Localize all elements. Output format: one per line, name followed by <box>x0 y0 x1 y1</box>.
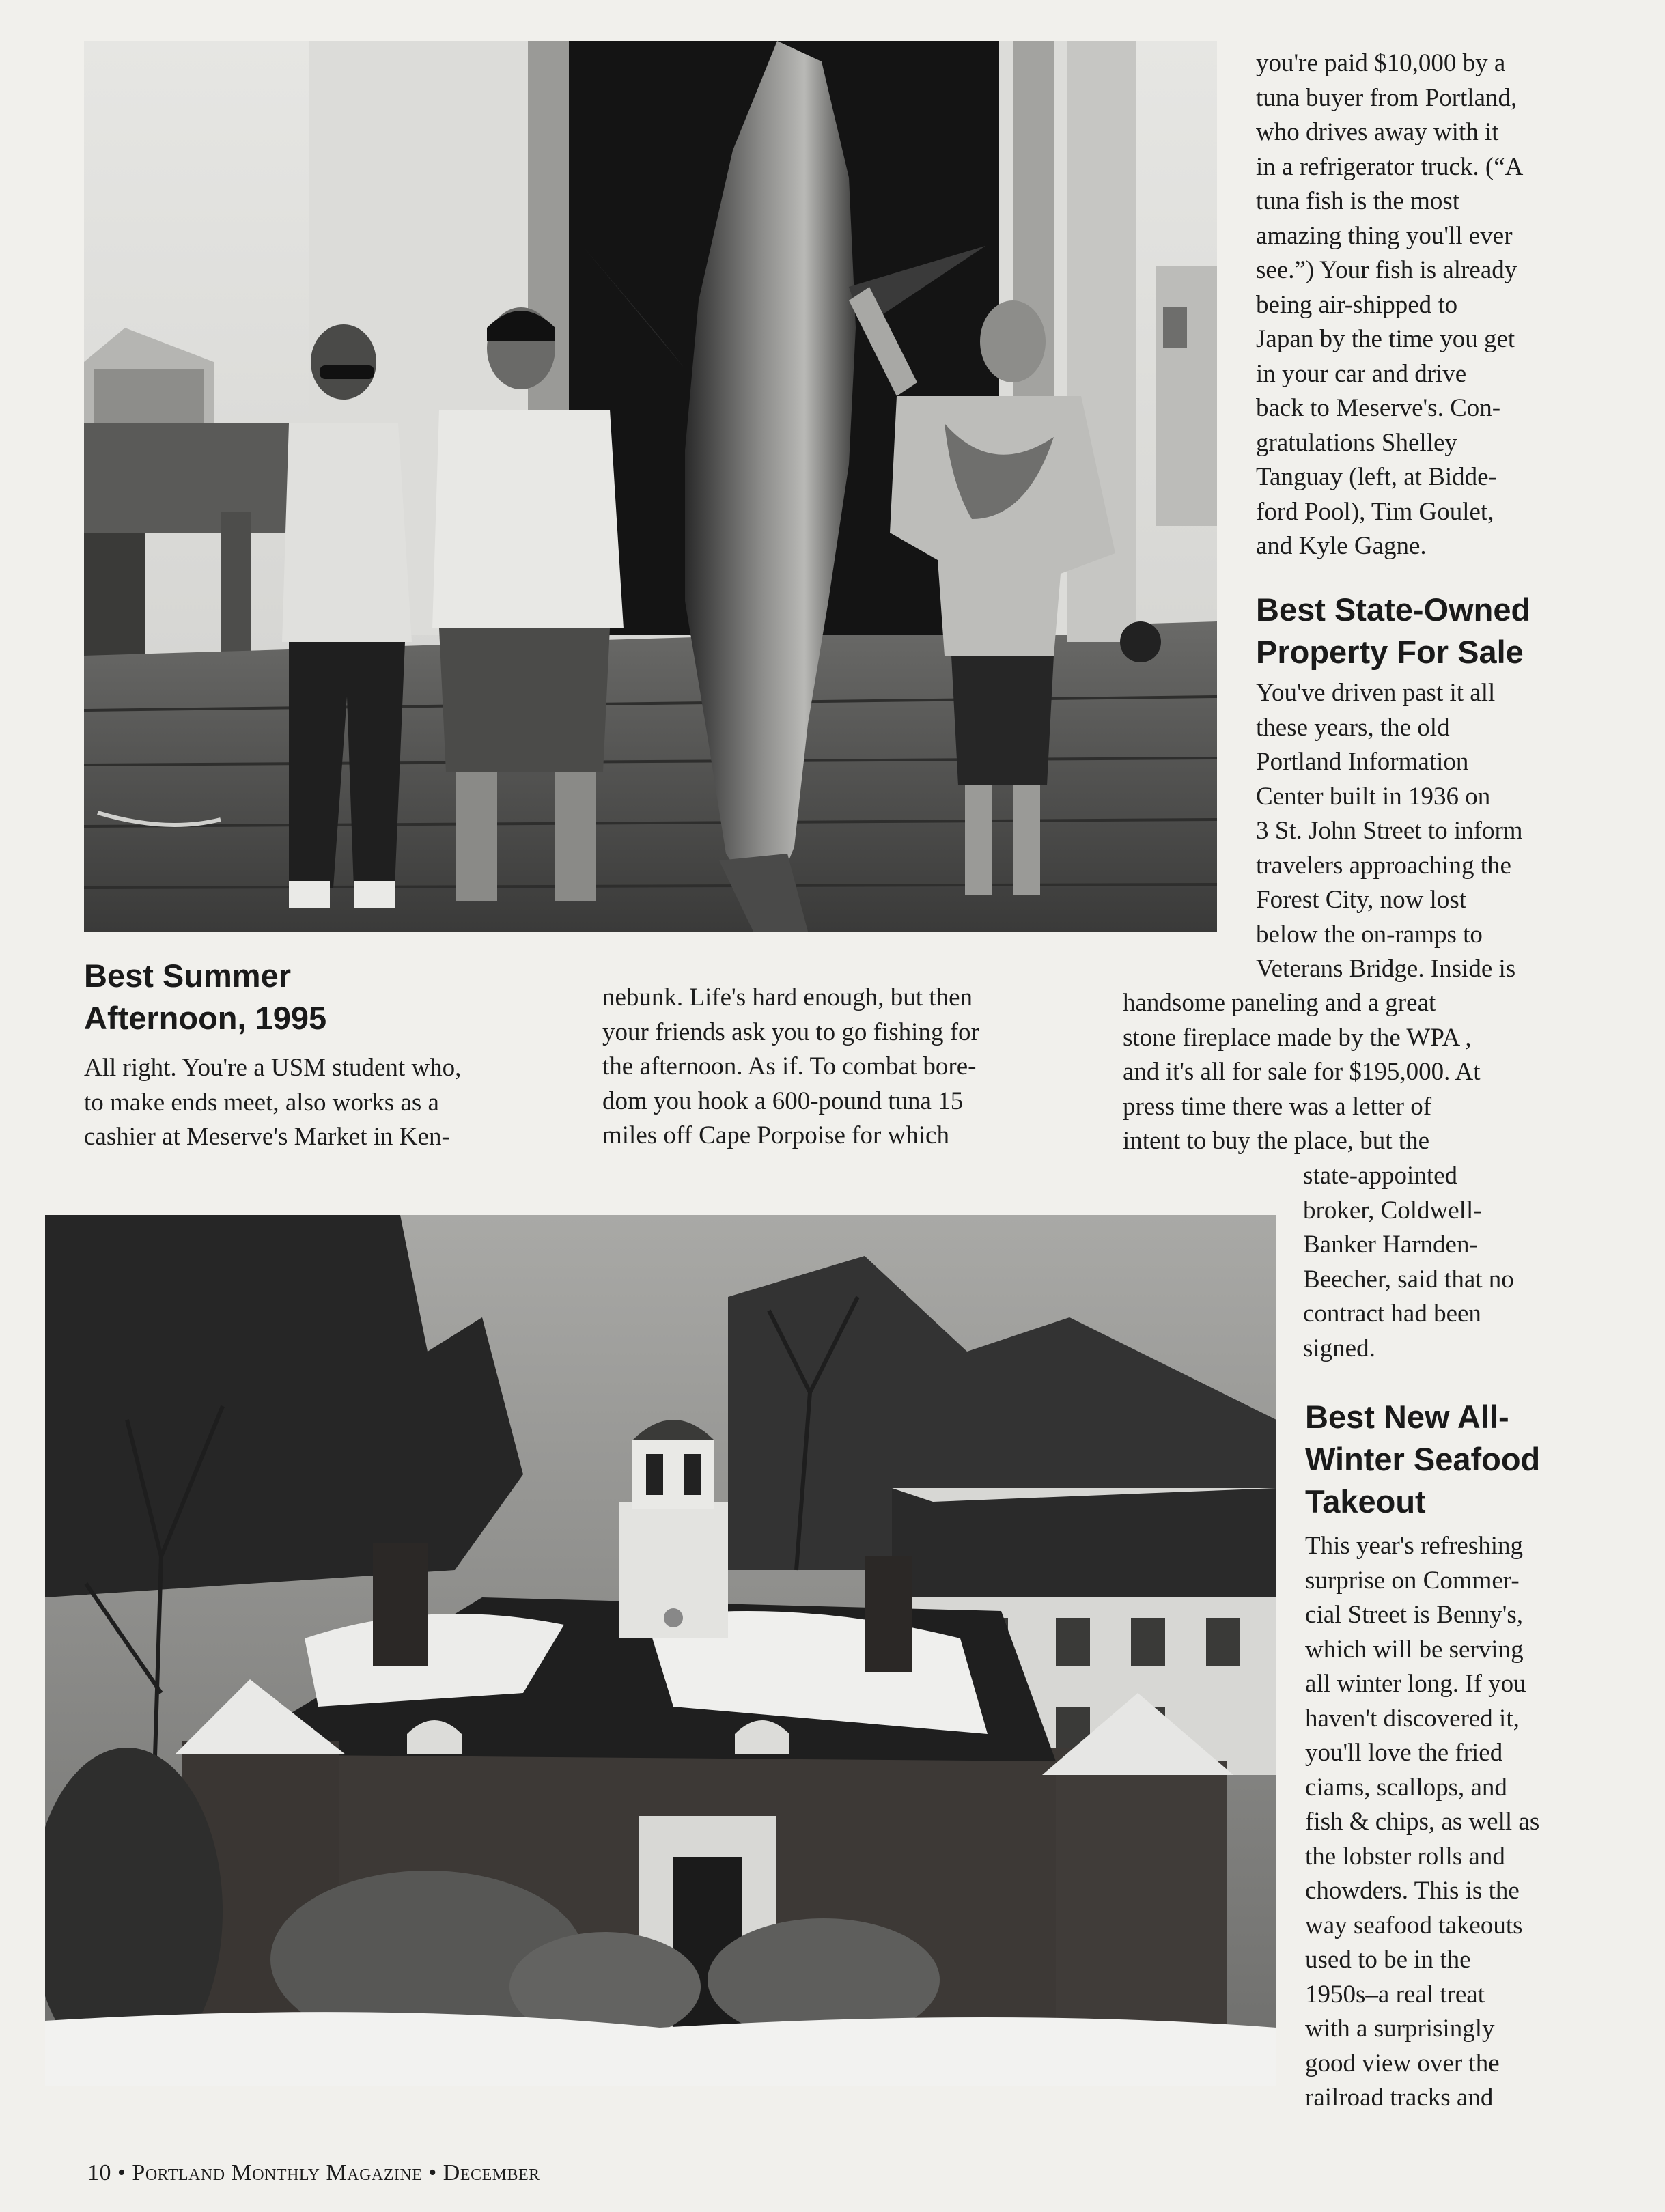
text-line: cial Street is Benny's, <box>1305 1601 1524 1629</box>
summer-body-col1 <box>84 1051 461 1155</box>
text-line: Veterans Bridge. Inside is <box>1256 955 1516 983</box>
summer-body-col2 <box>602 981 979 1153</box>
text-line: to make ends meet, also works as a <box>84 1088 439 1117</box>
heading-line: Property For Sale <box>1256 634 1524 670</box>
text-line: broker, Coldwell- <box>1303 1196 1482 1224</box>
text-line: Beecher, said that no <box>1303 1265 1514 1293</box>
text-line: railroad tracks and <box>1305 2084 1494 2112</box>
text-line: Center built in 1936 on <box>1256 782 1491 811</box>
text-line: intent to buy the place, but the <box>1123 1127 1430 1155</box>
heading-line: Best New All- <box>1305 1399 1509 1435</box>
seafood-heading <box>1305 1396 1540 1523</box>
page-footer <box>87 2160 540 2186</box>
text-line: surprise on Commer- <box>1305 1566 1520 1595</box>
text-line: back to Meserve's. Con- <box>1256 394 1501 422</box>
text-line: This year's refreshing <box>1305 1532 1523 1560</box>
text-line: dom you hook a 600-pound tuna 15 <box>602 1087 964 1115</box>
text-line: handsome paneling and a great <box>1123 989 1436 1017</box>
text-line: Tanguay (left, at Bidde- <box>1256 463 1497 491</box>
text-line: in a refrigerator truck. (“A <box>1256 152 1524 181</box>
text-line: which will be serving <box>1305 1635 1524 1664</box>
text-line: stone fireplace made by the WPA , <box>1123 1023 1472 1052</box>
house-photo-image <box>45 1215 1276 2086</box>
text-line: cashier at Meserve's Market in Ken- <box>84 1123 450 1151</box>
text-line: fish & chips, as well as <box>1305 1808 1540 1836</box>
text-line: the afternoon. As if. To combat bore- <box>602 1052 977 1080</box>
text-line: chowders. This is the <box>1305 1877 1520 1905</box>
text-line: haven't discovered it, <box>1305 1704 1520 1733</box>
text-line: these years, the old <box>1256 713 1450 742</box>
heading-line: Afternoon, 1995 <box>84 1000 327 1036</box>
summer-heading <box>84 955 326 1039</box>
text-line: Banker Harnden- <box>1303 1231 1478 1259</box>
page-number: 10 <box>87 2160 111 2185</box>
state-property-body-wide <box>1123 986 1481 1159</box>
text-line: You've driven past it all <box>1256 679 1496 707</box>
text-line: you'll love the fried <box>1305 1739 1503 1767</box>
bullet-separator: • <box>117 2160 126 2185</box>
photo-house <box>45 1215 1276 2086</box>
state-property-heading <box>1256 589 1530 673</box>
text-line: see.”) Your fish is already <box>1256 256 1517 284</box>
text-line: Japan by the time you get <box>1256 325 1515 353</box>
text-line: 1950s–a real treat <box>1305 1980 1485 2008</box>
fishing-photo-image <box>84 41 1217 932</box>
text-line: in your car and drive <box>1256 359 1467 388</box>
text-line: signed. <box>1303 1334 1375 1362</box>
issue-month: December <box>443 2160 540 2185</box>
text-line: All right. You're a USM student who, <box>84 1054 462 1082</box>
tuna-story-continued <box>1256 46 1523 564</box>
text-line: travelers approaching the <box>1256 851 1511 880</box>
text-line: nebunk. Life's hard enough, but then <box>602 983 973 1011</box>
text-line: state-appointed <box>1303 1162 1458 1190</box>
text-line: being air-shipped to <box>1256 290 1458 319</box>
text-line: Forest City, now lost <box>1256 886 1467 914</box>
heading-line: Takeout <box>1305 1483 1426 1520</box>
text-line: 3 St. John Street to inform <box>1256 817 1523 845</box>
heading-line: Best State-Owned <box>1256 591 1531 628</box>
text-line: you're paid $10,000 by a <box>1256 49 1506 77</box>
text-line: used to be in the <box>1305 1946 1471 1974</box>
text-line: way seafood takeouts <box>1305 1911 1523 1940</box>
photo-fishing <box>84 41 1217 932</box>
text-line: tuna fish is the most <box>1256 187 1460 215</box>
text-line: good view over the <box>1305 2049 1500 2077</box>
bullet-separator: • <box>428 2160 437 2185</box>
state-property-body-narrow <box>1256 676 1523 987</box>
text-line: Portland Information <box>1256 748 1469 776</box>
text-line: press time there was a letter of <box>1123 1092 1432 1121</box>
seafood-body <box>1305 1529 1539 2116</box>
text-line: who drives away with it <box>1256 118 1499 146</box>
text-line: your friends ask you to go fishing for <box>602 1018 979 1046</box>
text-line: contract had been <box>1303 1300 1481 1328</box>
text-line: and it's all for sale for $195,000. At <box>1123 1058 1481 1086</box>
heading-line: Winter Seafood <box>1305 1441 1541 1477</box>
text-line: ford Pool), Tim Goulet, <box>1256 497 1494 526</box>
state-property-body-indent <box>1303 1159 1514 1366</box>
text-line: miles off Cape Porpoise for which <box>602 1121 949 1149</box>
text-line: all winter long. If you <box>1305 1670 1526 1698</box>
text-line: gratulations Shelley <box>1256 428 1457 457</box>
text-line: below the on-ramps to <box>1256 920 1483 949</box>
text-line: the lobster rolls and <box>1305 1842 1505 1871</box>
text-line: tuna buyer from Portland, <box>1256 83 1517 112</box>
text-line: amazing thing you'll ever <box>1256 221 1513 250</box>
text-line: with a surprisingly <box>1305 2015 1495 2043</box>
text-line: and Kyle Gagne. <box>1256 532 1427 560</box>
text-line: ciams, scallops, and <box>1305 1773 1507 1802</box>
heading-line: Best Summer <box>84 957 291 994</box>
magazine-name: Portland Monthly Magazine <box>132 2160 423 2185</box>
